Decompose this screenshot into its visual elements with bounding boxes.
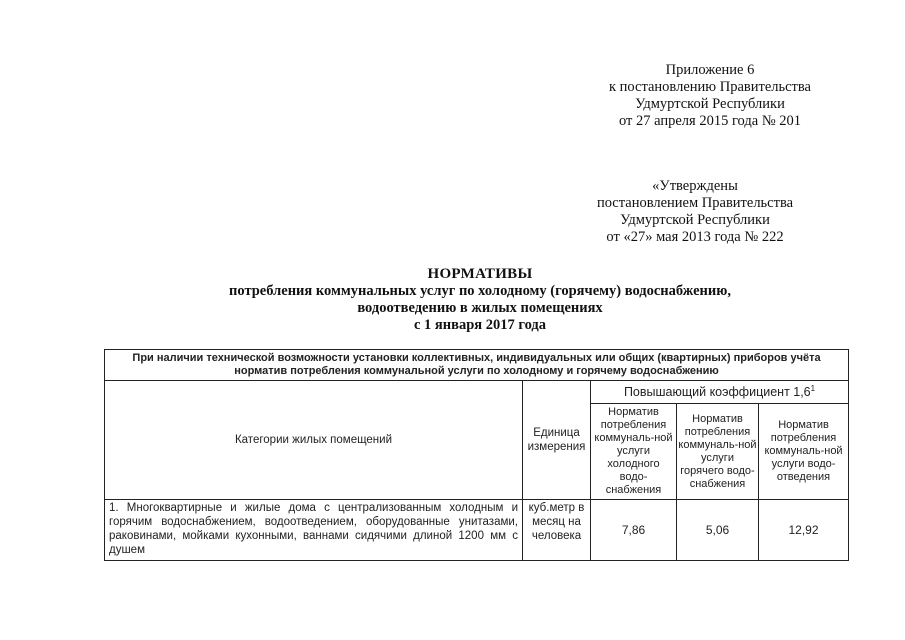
table-caption <box>105 350 849 381</box>
document-title <box>130 266 830 334</box>
annex-line-4: от 27 апреля 2015 года № 201 <box>618 113 802 129</box>
norms-table <box>104 349 849 561</box>
header-category: Категории жилых помещений <box>105 381 523 500</box>
coefficient-label: Повышающий коэффициент 1,6 <box>623 385 811 400</box>
annex-header <box>590 62 830 130</box>
header-coefficient <box>591 381 849 404</box>
row-category: 1. Многоквартирные и жилые дома с централизованным холодным и горячим водоснабжением, водоотведением, оборудованные унитазами, раковинами, мойками кухонными, ваннами сидячими длиной 1200 мм с душем <box>105 500 523 561</box>
row-hot-value: 5,06 <box>677 500 759 561</box>
approved-line-4: от «27» мая 2013 года № 222 <box>606 229 784 245</box>
approved-header <box>570 178 820 246</box>
title-line-2: потребления коммунальных услуг по холодному (горячему) водоснабжению, <box>229 283 731 299</box>
annex-line-2: к постановлению Правительства <box>609 79 811 95</box>
coefficient-footnote: 1 <box>810 384 816 394</box>
header-drainage: Норматив потребления коммуналь-ной услуги водо-отведения <box>759 404 849 500</box>
title-line-4: с 1 января 2017 года <box>413 317 546 333</box>
header-cold-water: Норматив потребления коммуналь-ной услуги холодного водо-снабжения <box>591 404 677 500</box>
header-row-1 <box>105 381 849 404</box>
header-hot-water: Норматив потребления коммуналь-ной услуги горячего водо-снабжения <box>677 404 759 500</box>
table-row <box>105 500 849 561</box>
header-unit: Единица измерения <box>523 381 591 500</box>
title-main: НОРМАТИВЫ <box>427 266 533 282</box>
row-cold-value: 7,86 <box>591 500 677 561</box>
approved-line-3: Удмуртской Республики <box>620 212 770 228</box>
annex-line-3: Удмуртской Республики <box>635 96 785 112</box>
approved-line-1: «Утверждены <box>652 178 738 194</box>
row-unit: куб.метр в месяц на человека <box>523 500 591 561</box>
row-drain-value: 12,92 <box>759 500 849 561</box>
annex-line-1: Приложение 6 <box>665 62 755 78</box>
approved-line-2: постановлением Правительства <box>596 195 794 211</box>
caption-line-2: норматив потребления коммунальной услуги по холодному и горячему водоснабжению <box>234 365 719 377</box>
caption-line-1: При наличии технической возможности установки коллективных, индивидуальных или общих (квартирных) приборов учёта <box>132 352 821 364</box>
caption-row <box>105 350 849 381</box>
title-line-3: водоотведению в жилых помещениях <box>357 300 603 316</box>
